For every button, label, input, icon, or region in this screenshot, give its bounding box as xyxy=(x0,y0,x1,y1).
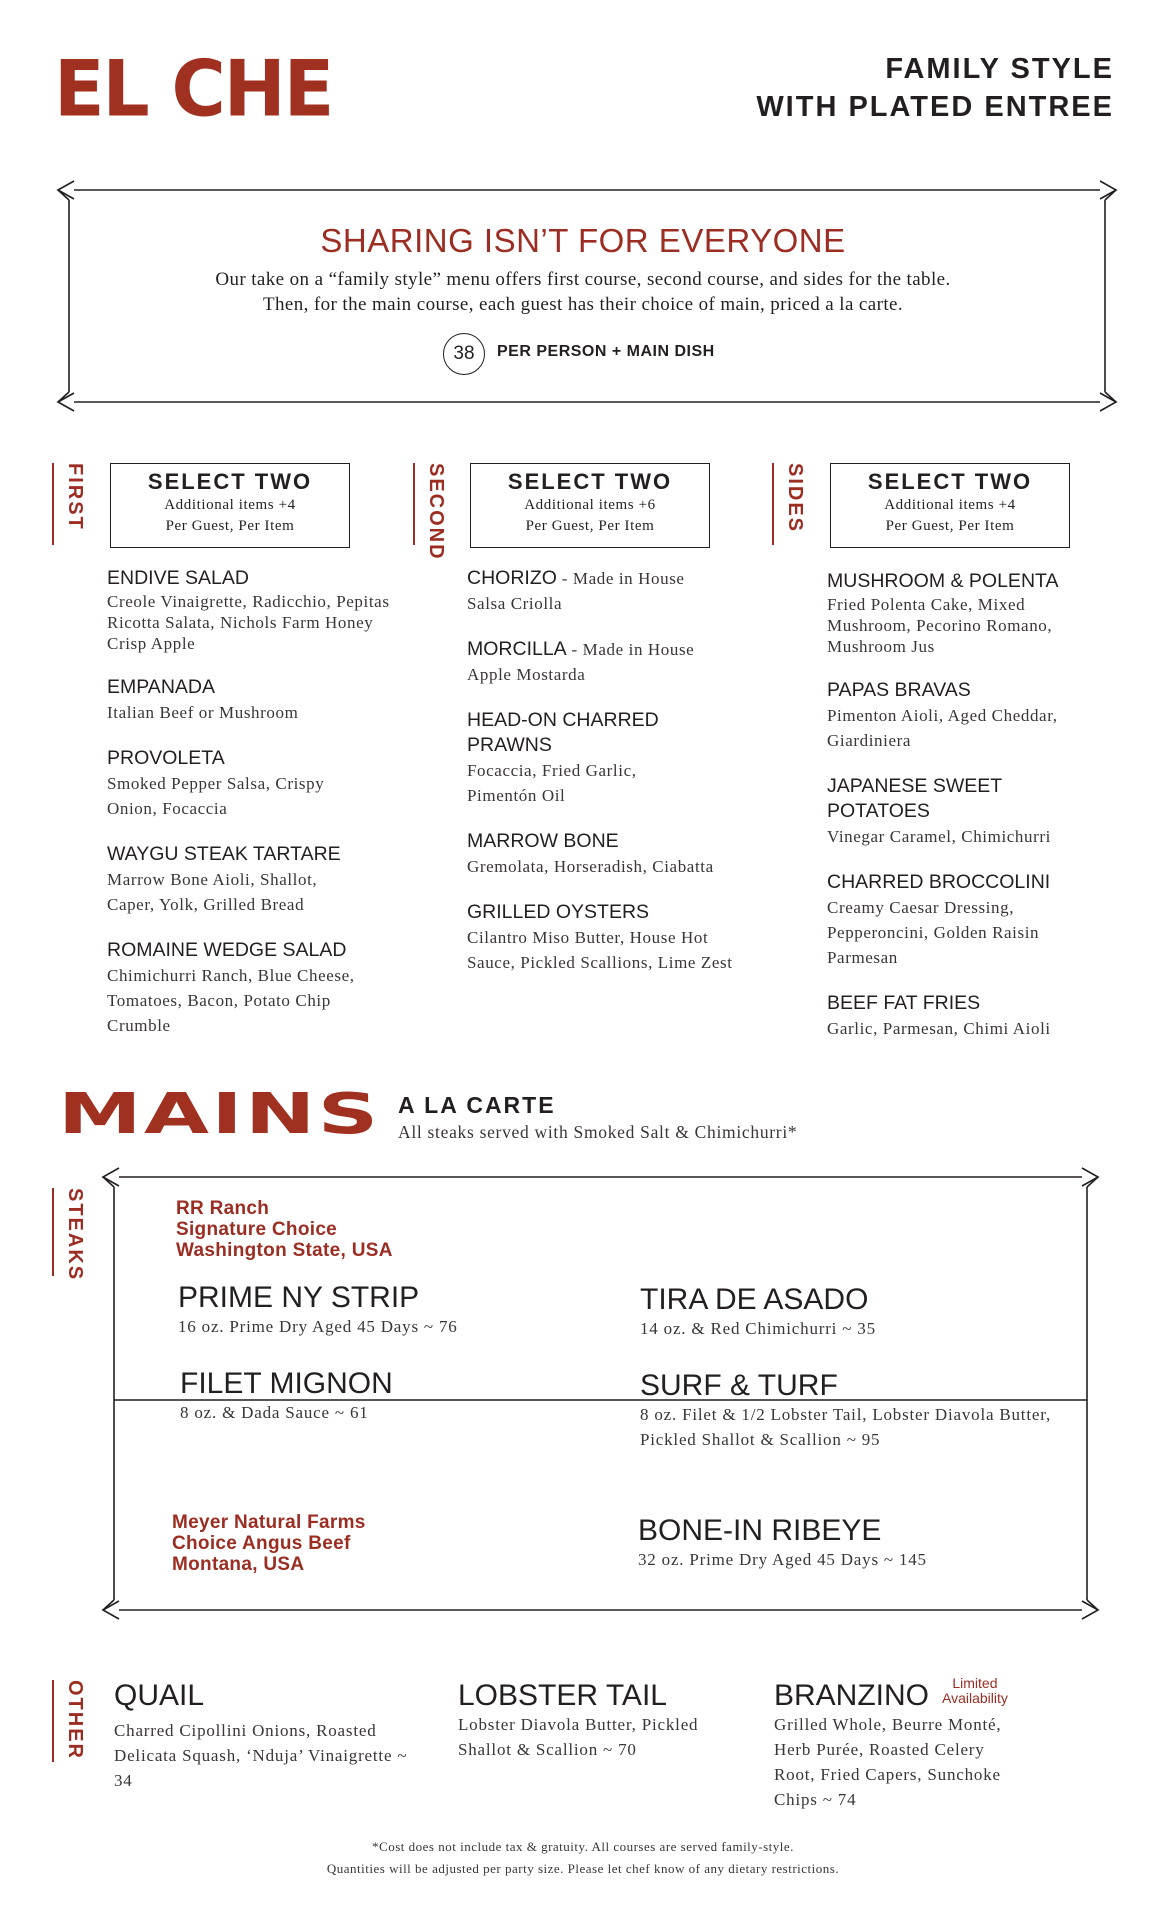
second-label: SECOND xyxy=(425,463,447,561)
steak-description: 32 oz. Prime Dry Aged 45 Days ~ 145 xyxy=(638,1550,927,1569)
menu-item xyxy=(467,900,767,975)
other-item-name: BRANZINO xyxy=(774,1679,930,1712)
item-description: Italian Beef or Mushroom xyxy=(107,703,299,722)
item-name: EMPANADA xyxy=(107,676,215,698)
other-item xyxy=(774,1680,1074,1812)
menu-item xyxy=(467,708,767,808)
menu-item xyxy=(827,991,1127,1041)
first-select-box xyxy=(110,463,350,548)
item-name: PROVOLETA xyxy=(107,747,225,769)
item-description: Smoked Pepper Salsa, Crispy Onion, Focaccia xyxy=(107,774,325,818)
steaks-accent-bar xyxy=(52,1188,54,1276)
menu-item xyxy=(467,566,767,616)
other-item-description: Lobster Diavola Butter, Pickled Shallot & Scallion ~ 70 xyxy=(458,1715,699,1759)
other-label: OTHER xyxy=(64,1680,86,1760)
menu-item xyxy=(827,678,1127,753)
item-description: Chimichurri Ranch, Blue Cheese, Tomatoes, Bacon, Potato Chip Crumble xyxy=(107,966,355,1035)
el-che-logo: EL CHE xyxy=(54,43,333,135)
item-name: ENDIVE SALAD xyxy=(107,567,249,589)
menu-item xyxy=(827,774,1127,849)
menu-item xyxy=(827,569,1127,657)
other-item xyxy=(458,1680,748,1762)
ranch-grade: Signature Choice xyxy=(176,1219,338,1240)
item-name-text: MORCILLA xyxy=(467,638,567,660)
steak-item xyxy=(640,1370,1060,1452)
item-name: WAYGU STEAK TARTARE xyxy=(107,843,341,865)
other-item-name: LOBSTER TAIL xyxy=(458,1679,667,1712)
menu-item xyxy=(107,566,407,654)
item-description: Gremolata, Horseradish, Ciabatta xyxy=(467,857,714,876)
item-description: Pimenton Aioli, Aged Cheddar, Giardiniera xyxy=(827,706,1058,750)
ranch-meyer xyxy=(172,1512,366,1575)
item-name: MUSHROOM & POLENTA xyxy=(827,570,1059,592)
second-accent-bar xyxy=(413,463,415,545)
second-select-extra: Additional items +6 xyxy=(524,497,656,513)
item-description: Focaccia, Fried Garlic, Pimentón Oil xyxy=(467,761,637,805)
sides-select-box xyxy=(830,463,1070,548)
steak-item xyxy=(638,1515,1058,1572)
item-name: JAPANESE SWEET POTATOES xyxy=(827,775,1002,822)
first-course-list xyxy=(107,566,407,1059)
item-name: GRILLED OYSTERS xyxy=(467,901,650,923)
steak-description: 8 oz. & Dada Sauce ~ 61 xyxy=(180,1403,369,1422)
item-description: Fried Polenta Cake, Mixed Mushroom, Pecorino Romano, Mushroom Jus xyxy=(827,595,1053,656)
item-name: ROMAINE WEDGE SALAD xyxy=(107,939,347,961)
menu-item xyxy=(107,746,407,821)
other-item xyxy=(114,1680,424,1793)
item-description: Vinegar Caramel, Chimichurri xyxy=(827,827,1051,846)
menu-item xyxy=(467,637,767,687)
steak-name: SURF & TURF xyxy=(640,1369,838,1402)
steak-description: 8 oz. Filet & 1/2 Lobster Tail, Lobster Diavola Butter, Pickled Shallot & Scallion ~ 95 xyxy=(640,1405,1052,1449)
item-description: Marrow Bone Aioli, Shallot, Caper, Yolk, Grilled Bread xyxy=(107,870,318,914)
menu-item xyxy=(467,829,767,879)
item-description: Salsa Criolla xyxy=(467,594,563,613)
steak-item xyxy=(178,1282,598,1339)
item-name: CHARRED BROCCOLINI xyxy=(827,871,1051,893)
menu-item xyxy=(107,675,407,725)
other-accent-bar xyxy=(52,1680,54,1762)
item-description: Garlic, Parmesan, Chimi Aioli xyxy=(827,1019,1051,1038)
mains-heading: MAINS xyxy=(58,1081,381,1147)
steak-name: FILET MIGNON xyxy=(180,1367,393,1400)
first-accent-bar xyxy=(52,463,54,545)
second-select-per: Per Guest, Per Item xyxy=(525,518,655,534)
footer-line1: *Cost does not include tax & gratuity. All courses are served family-style. xyxy=(372,1839,794,1854)
item-name-text: CHORIZO xyxy=(467,567,557,589)
sides-select-extra: Additional items +4 xyxy=(884,497,1016,513)
a-la-carte-heading: A LA CARTE xyxy=(398,1092,556,1118)
steak-description: 14 oz. & Red Chimichurri ~ 35 xyxy=(640,1319,876,1338)
second-select-title: SELECT TWO xyxy=(507,469,673,494)
other-item-description: Charred Cipollini Onions, Roasted Delicata Squash, ‘Nduja’ Vinaigrette ~ 34 xyxy=(114,1721,408,1790)
first-label: FIRST xyxy=(64,463,86,531)
steak-name: BONE-IN RIBEYE xyxy=(638,1514,882,1547)
ranch-grade: Choice Angus Beef xyxy=(172,1533,351,1554)
item-name xyxy=(467,637,767,662)
other-item-name: QUAIL xyxy=(114,1679,205,1712)
second-course-list xyxy=(467,566,767,996)
limited-line2: Availability xyxy=(942,1690,1008,1706)
limited-availability-badge xyxy=(942,1676,1008,1706)
item-description: Creole Vinaigrette, Radicchio, Pepitas Ricotta Salata, Nichols Farm Honey Crisp Apple xyxy=(107,592,390,653)
intro-line1: Our take on a “family style” menu offers first course, second course, and sides for the table. xyxy=(215,269,951,290)
ranch-name: Meyer Natural Farms xyxy=(172,1512,366,1533)
mains-note: All steaks served with Smoked Salt & Chimichurri* xyxy=(398,1122,798,1142)
item-description: Creamy Caesar Dressing, Pepperoncini, Golden Raisin Parmesan xyxy=(827,898,1040,967)
ranch-rr xyxy=(176,1198,393,1261)
intro-title: SHARING ISN’T FOR EVERYONE xyxy=(320,222,846,259)
ranch-location: Washington State, USA xyxy=(176,1240,393,1261)
sides-list xyxy=(827,569,1127,1062)
menu-item xyxy=(107,938,407,1038)
sides-accent-bar xyxy=(772,463,774,545)
steak-item xyxy=(640,1284,1060,1341)
other-item-description: Grilled Whole, Beurre Monté, Herb Purée, Roasted Celery Root, Fried Capers, Sunchoke Chips ~ 74 xyxy=(774,1715,1002,1809)
intro-line2: Then, for the main course, each guest has their choice of main, priced a la carte. xyxy=(262,294,903,315)
item-name: BEEF FAT FRIES xyxy=(827,992,981,1014)
item-name: PAPAS BRAVAS xyxy=(827,679,971,701)
steaks-label: STEAKS xyxy=(64,1188,86,1282)
steak-name: TIRA DE ASADO xyxy=(640,1283,869,1316)
item-name: HEAD-ON CHARRED PRAWNS xyxy=(467,709,659,756)
footer-line2: Quantities will be adjusted per party size. Please let chef know of any dietary restrictions. xyxy=(326,1861,840,1876)
item-name: MARROW BONE xyxy=(467,830,619,852)
item-inline-note: - Made in House xyxy=(566,640,695,659)
first-select-title: SELECT TWO xyxy=(147,469,313,494)
price-label: PER PERSON + MAIN DISH xyxy=(497,343,715,360)
first-select-per: Per Guest, Per Item xyxy=(165,518,295,534)
menu-item xyxy=(107,842,407,917)
ranch-location: Montana, USA xyxy=(172,1554,305,1575)
item-inline-note: - Made in House xyxy=(556,569,685,588)
menu-item xyxy=(827,870,1127,970)
intro-description xyxy=(0,267,1166,317)
item-description: Cilantro Miso Butter, House Hot Sauce, Pickled Scallions, Lime Zest xyxy=(467,928,733,972)
steak-name: PRIME NY STRIP xyxy=(178,1281,420,1314)
first-select-extra: Additional items +4 xyxy=(164,497,296,513)
sides-label: SIDES xyxy=(784,463,806,534)
menu-type-line1: FAMILY STYLE xyxy=(885,53,1114,85)
sides-select-per: Per Guest, Per Item xyxy=(885,518,1015,534)
steak-item xyxy=(180,1368,600,1425)
price-badge: 38 xyxy=(443,333,485,375)
second-select-box xyxy=(470,463,710,548)
menu-type-line2: WITH PLATED ENTREE xyxy=(756,91,1114,123)
sides-select-title: SELECT TWO xyxy=(867,469,1033,494)
steak-description: 16 oz. Prime Dry Aged 45 Days ~ 76 xyxy=(178,1317,458,1336)
limited-line1: Limited xyxy=(952,1675,998,1691)
item-name xyxy=(467,566,767,591)
ranch-name: RR Ranch xyxy=(176,1198,270,1219)
item-description: Apple Mostarda xyxy=(467,665,586,684)
footer-note xyxy=(0,1836,1166,1880)
